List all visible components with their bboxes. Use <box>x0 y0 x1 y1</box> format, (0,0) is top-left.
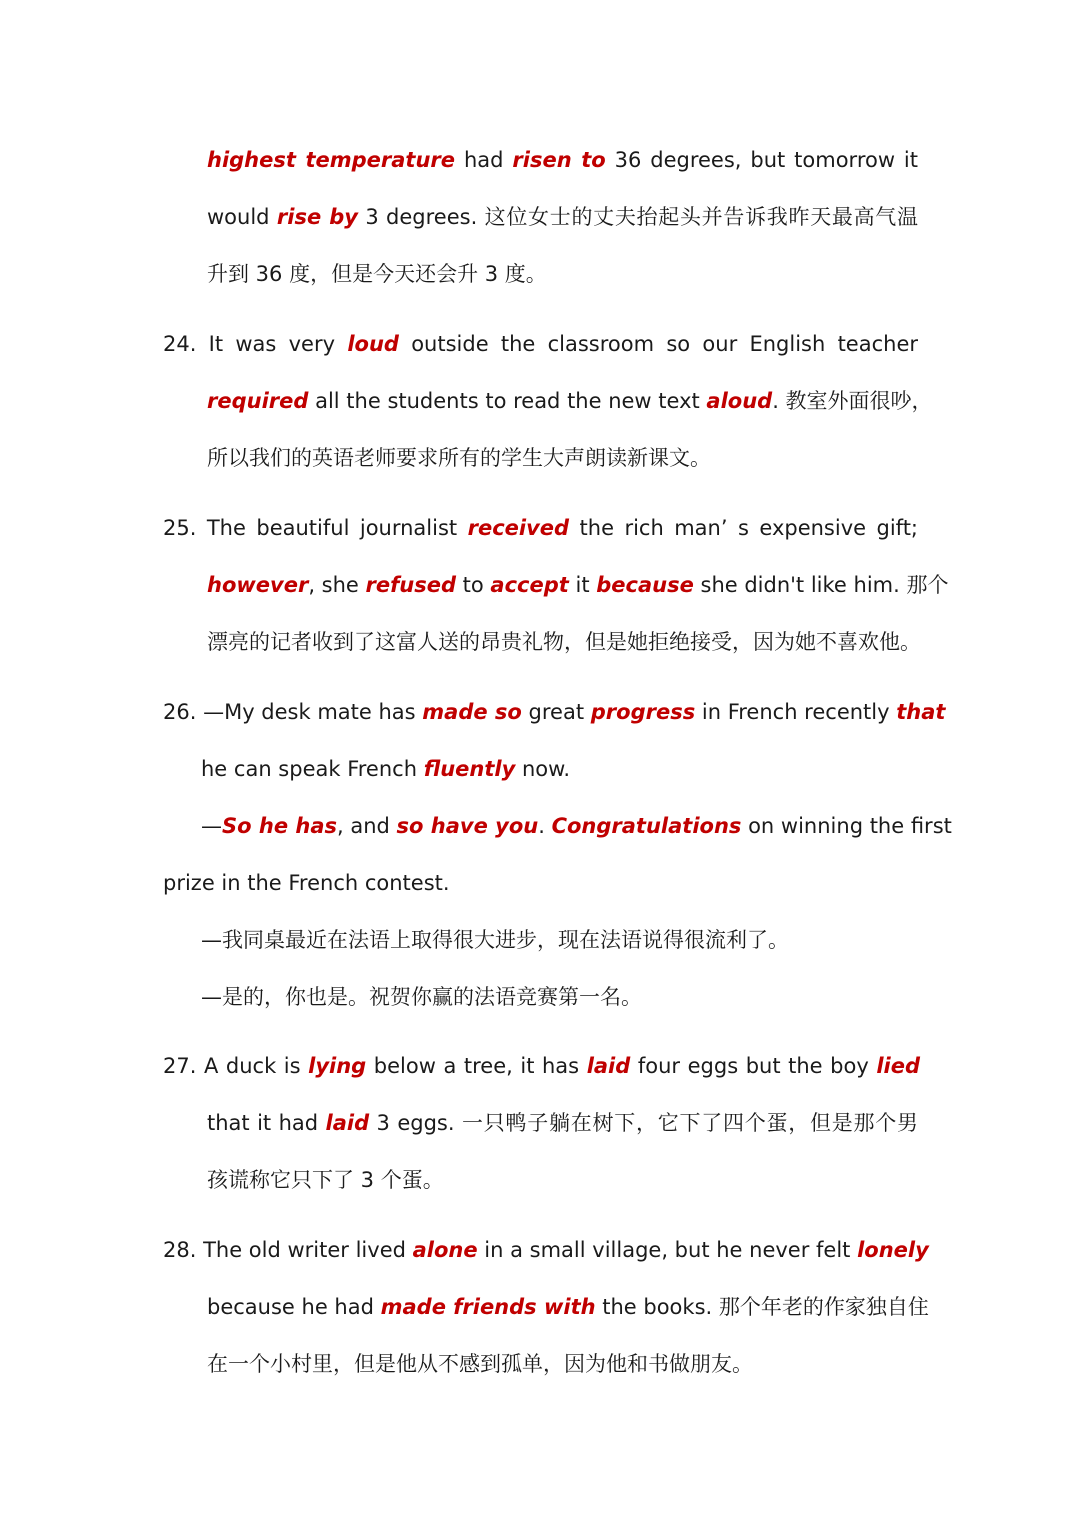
highlighted-keyword: that <box>896 700 946 724</box>
text-segment: had <box>455 148 513 172</box>
text-line <box>207 570 949 600</box>
text-segment: — <box>201 814 222 838</box>
highlighted-keyword: aloud <box>706 389 773 413</box>
highlighted-keyword: so have you <box>396 814 539 838</box>
highlighted-keyword: lied <box>876 1054 920 1078</box>
text-line <box>163 868 918 898</box>
text-line <box>163 697 946 727</box>
text-line <box>207 1108 918 1138</box>
text-line <box>163 1051 920 1081</box>
text-segment: 所以我们的英语老师要求所有的学生大声朗读新课文。 <box>207 446 711 470</box>
text-segment: 3 eggs. 一只鸭子躺在树下，它下了四个蛋，但是那个男 <box>369 1111 918 1135</box>
highlighted-keyword: loud <box>347 332 399 356</box>
text-segment: would <box>207 205 277 229</box>
text-segment: the books. 那个年老的作家独自住 <box>595 1295 929 1319</box>
text-segment: 在一个小村里，但是他从不感到孤单，因为他和书做朋友。 <box>207 1352 753 1376</box>
text-segment: all the students to read the new text <box>308 389 707 413</box>
highlighted-keyword: lying <box>308 1054 367 1078</box>
text-line <box>163 513 918 543</box>
text-segment: 漂亮的记者收到了这富人送的昂贵礼物，但是她拒绝接受，因为她不喜欢他。 <box>207 630 921 654</box>
highlighted-keyword: Congratulations <box>551 814 742 838</box>
text-segment: it <box>568 573 597 597</box>
text-segment: in French recently <box>695 700 897 724</box>
text-segment: , she <box>308 573 366 597</box>
highlighted-keyword: accept <box>490 573 569 597</box>
highlighted-keyword: alone <box>412 1238 478 1262</box>
highlighted-keyword: made friends with <box>380 1295 596 1319</box>
text-segment: great <box>521 700 591 724</box>
text-segment: —我同桌最近在法语上取得很大进步，现在法语说得很流利了。 <box>201 928 789 952</box>
text-segment: now. <box>515 757 571 781</box>
text-segment: 27. A duck is <box>163 1054 309 1078</box>
highlighted-keyword: laid <box>325 1111 370 1135</box>
text-segment: he can speak French <box>201 757 424 781</box>
text-segment: four eggs but the boy <box>630 1054 877 1078</box>
highlighted-keyword: required <box>207 389 309 413</box>
text-line <box>201 754 918 784</box>
text-segment: on winning the first <box>741 814 952 838</box>
text-segment: she didn't like him. 那个 <box>693 573 949 597</box>
text-segment: that it had <box>207 1111 326 1135</box>
highlighted-keyword: So he has <box>222 814 337 838</box>
text-segment: . 教室外面很吵， <box>772 389 933 413</box>
text-segment: —是的，你也是。祝贺你赢的法语竞赛第一名。 <box>201 985 642 1009</box>
text-line <box>207 259 918 289</box>
text-line <box>201 811 952 841</box>
highlighted-keyword: highest temperature <box>207 148 456 172</box>
text-line <box>201 925 918 955</box>
highlighted-keyword: laid <box>586 1054 631 1078</box>
highlighted-keyword: progress <box>590 700 696 724</box>
text-segment: 36 degrees, but tomorrow it <box>605 148 919 172</box>
highlighted-keyword: fluently <box>423 757 516 781</box>
text-segment: , and <box>337 814 397 838</box>
text-line <box>207 386 933 416</box>
highlighted-keyword: however <box>207 573 309 597</box>
text-segment: below a tree, it has <box>366 1054 587 1078</box>
text-line <box>163 329 918 359</box>
text-line <box>207 443 918 473</box>
highlighted-keyword: refused <box>365 573 456 597</box>
text-segment: the rich man’ s expensive gift; <box>569 516 919 540</box>
text-line <box>207 202 918 232</box>
text-segment: . <box>538 814 552 838</box>
text-segment: in a small village, but he never felt <box>477 1238 858 1262</box>
text-segment: 26. —My desk mate has <box>163 700 423 724</box>
highlighted-keyword: made so <box>422 700 522 724</box>
text-line <box>163 1235 929 1265</box>
text-segment: 升到 36 度，但是今天还会升 3 度。 <box>207 262 547 286</box>
text-line <box>201 982 918 1012</box>
highlighted-keyword: rise by <box>276 205 358 229</box>
text-segment: to <box>455 573 491 597</box>
text-segment: prize in the French contest. <box>163 871 450 895</box>
text-line <box>207 627 921 657</box>
text-segment: because he had <box>207 1295 381 1319</box>
text-line <box>207 1292 929 1322</box>
highlighted-keyword: lonely <box>857 1238 929 1262</box>
text-segment: 28. The old writer lived <box>163 1238 413 1262</box>
text-segment: 3 degrees. 这位女士的丈夫抬起头并告诉我昨天最高气温 <box>357 205 918 229</box>
text-line <box>207 1165 918 1195</box>
highlighted-keyword: risen to <box>512 148 606 172</box>
text-segment: 24. It was very <box>163 332 348 356</box>
text-segment: outside the classroom so our English teacher <box>398 332 919 356</box>
text-line <box>207 1349 918 1379</box>
highlighted-keyword: because <box>596 573 694 597</box>
text-line <box>207 145 918 175</box>
text-segment: 孩谎称它只下了 3 个蛋。 <box>207 1168 444 1192</box>
highlighted-keyword: received <box>467 516 570 540</box>
text-segment: 25. The beautiful journalist <box>163 516 468 540</box>
